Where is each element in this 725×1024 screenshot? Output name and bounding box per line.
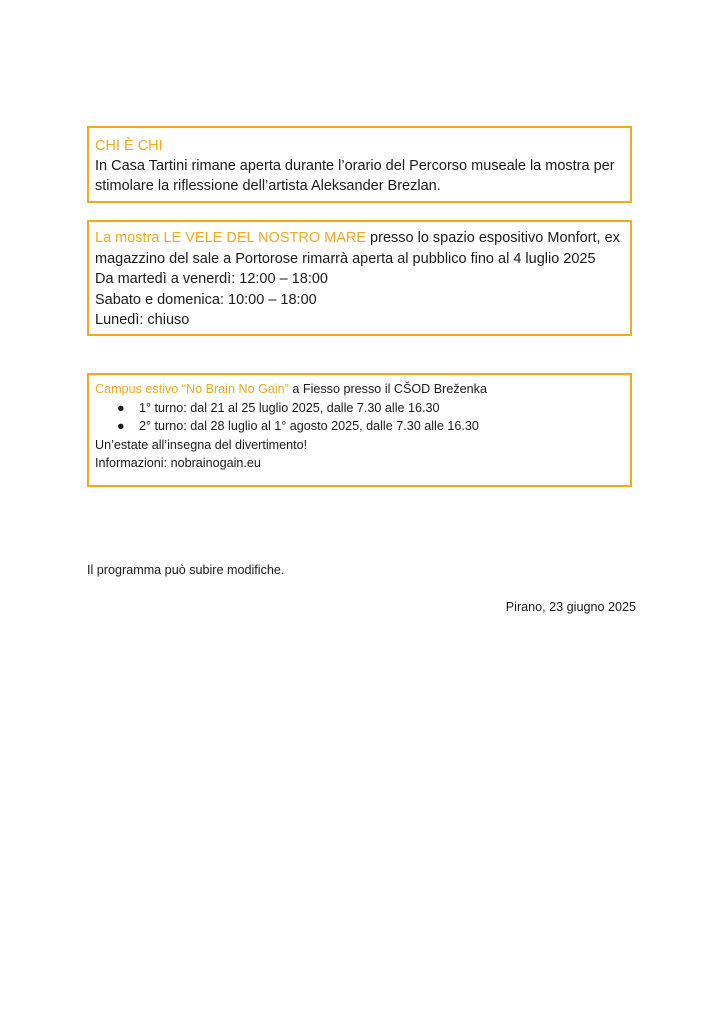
list-item-text: 2° turno: dal 28 luglio al 1° agosto 2025, dalle 7.30 alle 16.30 — [139, 419, 479, 433]
bullet-icon: ● — [117, 400, 125, 415]
campus-tagline: Un’estate all’insegna del divertimento! — [95, 437, 308, 452]
box-body: In Casa Tartini rimane aperta durante l’orario del Percorso museale la mostra per stimolare la riflessione dell’artista Aleksander Brezlan. — [95, 158, 615, 194]
schedule-label: Sabato e domenica: — [95, 291, 224, 308]
place-date-signature: Pirano, 23 giugno 2025 — [505, 600, 636, 614]
bullet-icon: ● — [117, 419, 125, 433]
schedule-row — [95, 290, 624, 311]
exhibition-open-label: aperta — [352, 250, 394, 267]
schedule-label: Lunedì: — [95, 312, 144, 328]
schedule-label: Da martedì a venerdì: — [95, 271, 236, 287]
box-heading: CHI È CHI — [95, 138, 163, 154]
campus-title: Campus estivo “No Brain No Gain” — [95, 382, 289, 396]
info-box-chi-e-chi — [87, 126, 632, 203]
exhibition-text-2: al pubblico — [393, 250, 471, 267]
campus-location: a Fiesso presso il CŠOD Breženka — [288, 382, 487, 396]
schedule-value: chiuso — [143, 312, 190, 328]
exhibition-description — [95, 228, 624, 269]
list-item-text: 1° turno: dal 21 al 25 luglio 2025, dalle 7.30 alle 16.30 — [139, 400, 440, 415]
campus-info: Informazioni: nobrainogain.eu — [95, 456, 261, 470]
exhibition-title: La mostra LE VELE DEL NOSTRO MARE — [95, 230, 367, 246]
program-note: Il programma può subire modifiche. — [87, 563, 285, 577]
campus-intro — [95, 380, 624, 399]
exhibition-end-date: fino al 4 luglio 2025 — [470, 250, 596, 267]
schedule-value: 10:00 – 18:00 — [223, 291, 317, 308]
schedule-row — [95, 310, 624, 331]
schedule-value: 12:00 – 18:00 — [235, 271, 328, 287]
info-box-exhibition — [87, 220, 632, 336]
info-box-summer-campus — [87, 373, 632, 487]
list-item — [95, 417, 624, 436]
exhibition-text-1: presso lo spazio espositivo Monfort, ex magazzino del sale a Portorose rimarrà — [95, 230, 620, 267]
list-item — [95, 399, 624, 418]
schedule-row — [95, 269, 624, 290]
